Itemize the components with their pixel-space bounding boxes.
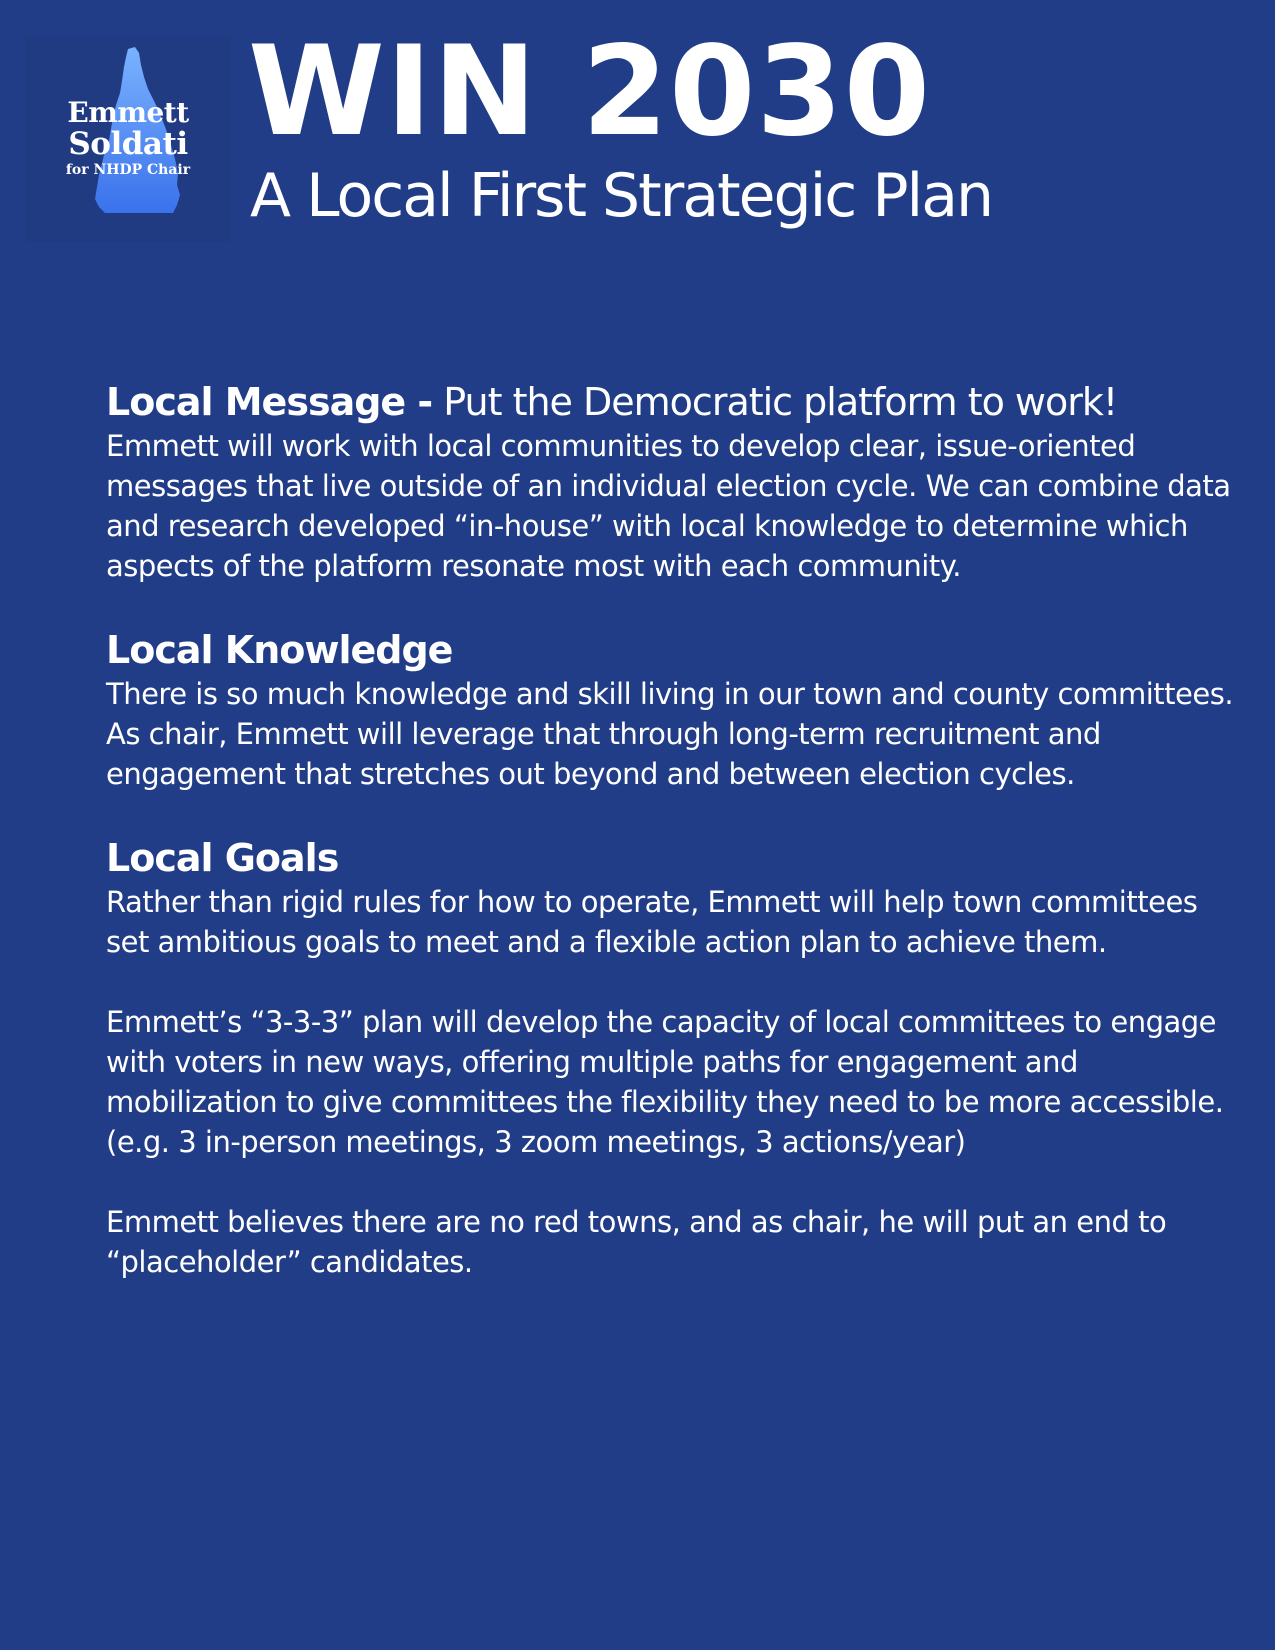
paragraph-spacer (106, 962, 1236, 1002)
page-title: WIN 2030 (248, 20, 931, 164)
plan-content (106, 378, 1236, 1282)
section-paragraph: Emmett believes there are no red towns, and as chair, he will put an end to “placeholder” candidates. (106, 1205, 1167, 1279)
section-heading-label: Local Knowledge (106, 628, 453, 672)
logo-last-name: Soldati (68, 126, 188, 162)
section-paragraph: Rather than rigid rules for how to operate, Emmett will help town committees set ambitious goals to meet and a flexible action plan to achieve them. (106, 885, 1198, 959)
section-local-knowledge (106, 626, 1236, 794)
section-paragraph: Emmett will work with local communities to develop clear, issue-oriented messages that live outside of an individual election cycle. We can combine data and research developed “in-house” with local knowledge to determine which aspects of the platform resonate most with each community. (106, 429, 1231, 583)
logo-first-name: Emmett (67, 96, 189, 129)
header (0, 0, 1275, 260)
section-heading (106, 626, 1236, 674)
section-spacer (106, 586, 1236, 626)
logo-tagline: for NHDP Chair (65, 162, 191, 178)
section-heading (106, 378, 1236, 426)
page-subtitle: A Local First Strategic Plan (250, 161, 992, 231)
section-heading-tagline: Put the Democratic platform to work! (432, 380, 1118, 424)
section-spacer (106, 794, 1236, 834)
section-heading (106, 834, 1236, 882)
section-paragraph: Emmett’s “3-3-3” plan will develop the capacity of local committees to engage with voters in new ways, offering multiple paths for engagement and mobilization to give committees the flexibility they need to be more accessible. (e.g. 3 in-person meetings, 3 zoom meetings, 3 actions/year) (106, 1005, 1224, 1159)
section-local-message (106, 378, 1236, 586)
section-local-goals (106, 834, 1236, 1282)
section-paragraph: There is so much knowledge and skill living in our town and county committees. As chair, Emmett will leverage that through long-term recruitment and engagement that stretches out beyond and between election cycles. (106, 677, 1234, 791)
paragraph-spacer (106, 1162, 1236, 1202)
campaign-logo (25, 37, 230, 242)
section-heading-label: Local Message - (106, 380, 433, 424)
section-heading-label: Local Goals (106, 836, 339, 880)
